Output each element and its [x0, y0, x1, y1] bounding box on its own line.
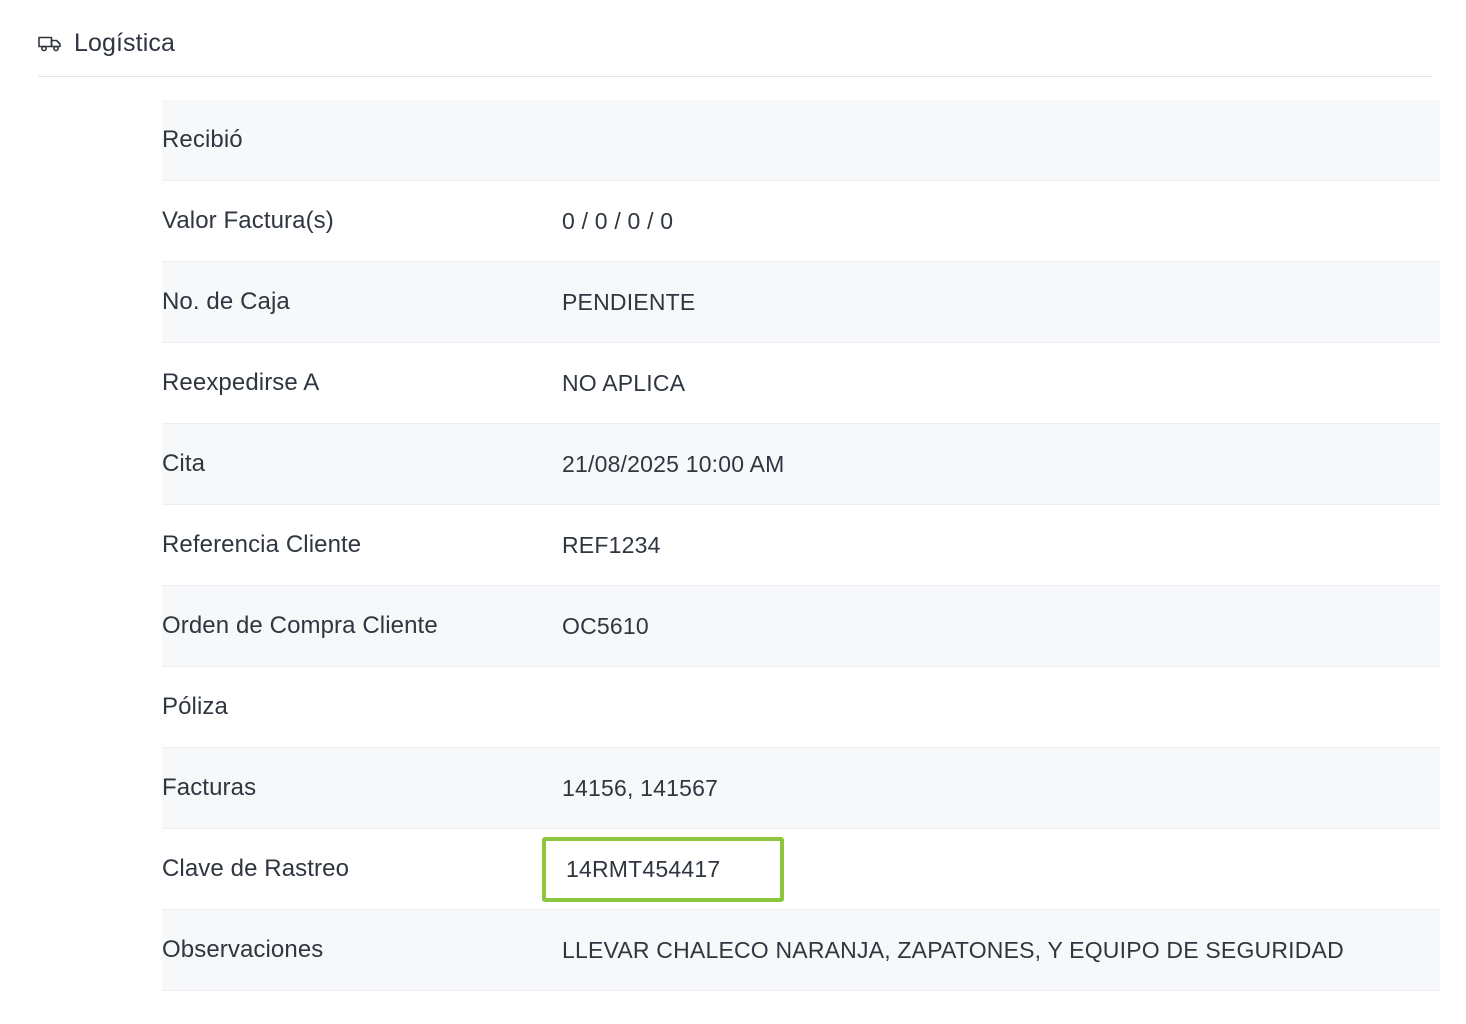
logistics-detail-table — [162, 100, 1440, 991]
highlighted-value[interactable]: 14RMT454417 — [542, 837, 784, 902]
row-value-text: NO APLICA — [562, 369, 686, 396]
row-value — [562, 343, 1440, 424]
row-value-text: PENDIENTE — [562, 288, 696, 315]
detail-table-wrapper — [162, 100, 1436, 991]
table-row — [162, 424, 1440, 505]
row-value-text: 21/08/2025 10:00 AM — [562, 450, 785, 477]
row-value — [562, 424, 1440, 505]
row-label: Facturas — [162, 748, 562, 829]
row-value — [562, 505, 1440, 586]
row-value-text: LLEVAR CHALECO NARANJA, ZAPATONES, Y EQUIPO DE SEGURIDAD — [562, 936, 1344, 963]
table-row — [162, 748, 1440, 829]
row-value — [562, 829, 1440, 910]
row-value-text: OC5610 — [562, 612, 649, 639]
table-row — [162, 505, 1440, 586]
row-label: Póliza — [162, 667, 562, 748]
table-row — [162, 100, 1440, 181]
row-label: Reexpedirse A — [162, 343, 562, 424]
row-label: Observaciones — [162, 910, 562, 991]
table-row — [162, 262, 1440, 343]
row-value — [562, 262, 1440, 343]
row-label: Cita — [162, 424, 562, 505]
table-row — [162, 667, 1440, 748]
row-label: Valor Factura(s) — [162, 181, 562, 262]
row-value — [562, 748, 1440, 829]
row-value — [562, 586, 1440, 667]
row-label: Recibió — [162, 100, 562, 181]
row-label: No. de Caja — [162, 262, 562, 343]
header-divider — [38, 76, 1432, 77]
table-row — [162, 181, 1440, 262]
row-value — [562, 181, 1440, 262]
row-label: Referencia Cliente — [162, 505, 562, 586]
row-label: Clave de Rastreo — [162, 829, 562, 910]
row-label: Orden de Compra Cliente — [162, 586, 562, 667]
row-value — [562, 667, 1440, 748]
page-title: Logística — [74, 28, 175, 57]
truck-icon — [38, 32, 64, 54]
table-row — [162, 829, 1440, 910]
table-row — [162, 343, 1440, 424]
row-value — [562, 910, 1440, 991]
row-value-text: 0 / 0 / 0 / 0 — [562, 207, 674, 234]
row-value — [562, 100, 1440, 181]
row-value-text: 14156, 141567 — [562, 774, 719, 801]
table-row — [162, 910, 1440, 991]
table-row — [162, 586, 1440, 667]
row-value-text: REF1234 — [562, 531, 661, 558]
page-header — [0, 0, 1466, 60]
